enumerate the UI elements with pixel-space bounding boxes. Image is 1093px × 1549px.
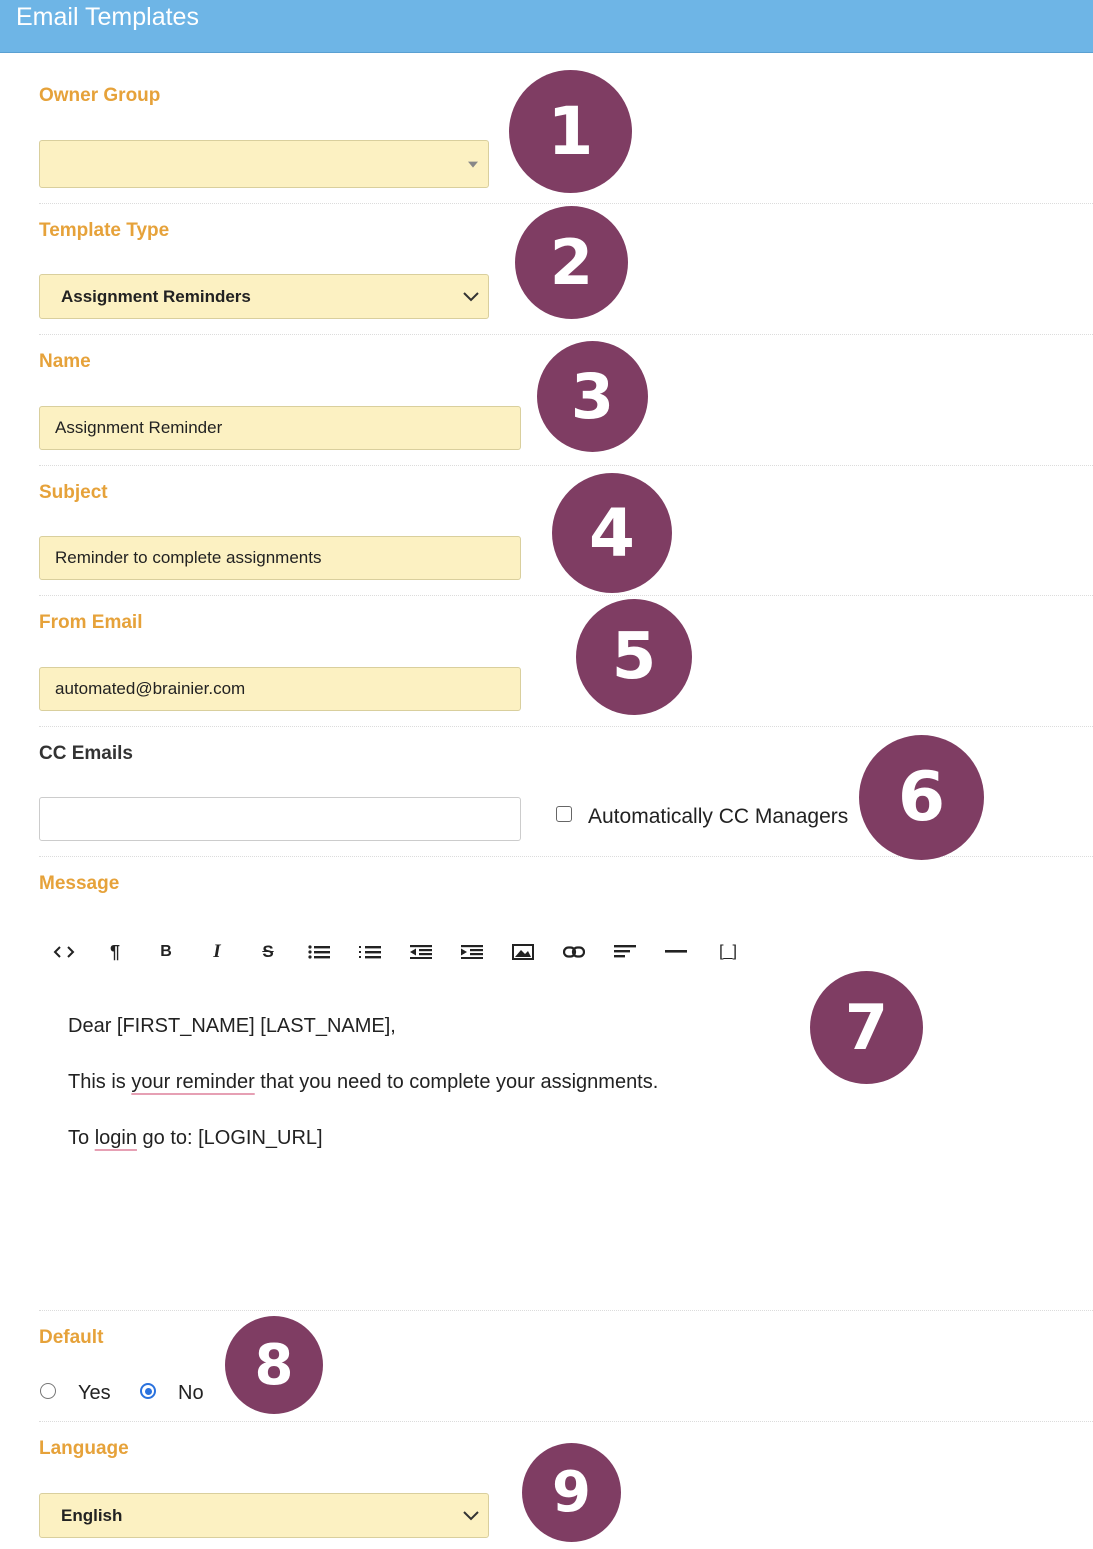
from-email-input[interactable] [39, 667, 521, 711]
divider [39, 1421, 1093, 1422]
step-badge-9: 9 [522, 1443, 621, 1542]
auto-cc-managers-label: Automatically CC Managers [588, 805, 849, 828]
language-label: Language [39, 1438, 129, 1459]
auto-cc-managers-checkbox[interactable] [556, 806, 572, 822]
horizontal-rule-icon[interactable] [662, 938, 690, 966]
step-badge-8: 8 [225, 1316, 323, 1414]
default-yes-label: Yes [78, 1382, 111, 1404]
step-badge-4: 4 [552, 473, 672, 593]
bullet-list-icon[interactable] [305, 938, 333, 966]
name-label: Name [39, 351, 91, 372]
code-view-icon[interactable] [50, 938, 78, 966]
name-input[interactable] [39, 406, 521, 450]
cc-emails-label: CC Emails [39, 743, 133, 764]
owner-group-label: Owner Group [39, 85, 161, 106]
divider [39, 203, 1093, 204]
numbered-list-icon[interactable] [356, 938, 384, 966]
subject-label: Subject [39, 482, 108, 503]
spellcheck-underline: login [94, 1127, 137, 1149]
spellcheck-underline: your reminder [131, 1071, 255, 1093]
default-no-label: No [178, 1382, 204, 1404]
divider [39, 1310, 1093, 1311]
divider [39, 595, 1093, 596]
outdent-icon[interactable] [407, 938, 435, 966]
chevron-down-icon [462, 1510, 480, 1522]
paragraph-icon[interactable]: ¶ [109, 941, 120, 962]
language-value: English [61, 1505, 123, 1525]
default-yes-radio[interactable] [40, 1383, 56, 1399]
page-title: Email Templates [16, 3, 199, 31]
from-email-label: From Email [39, 612, 143, 633]
divider [39, 334, 1093, 335]
step-badge-6: 6 [859, 735, 984, 860]
subject-input[interactable] [39, 536, 521, 580]
from-email-value: automated@brainier.com [55, 679, 246, 698]
indent-icon[interactable] [458, 938, 486, 966]
divider [39, 726, 1093, 727]
message-line: Dear [FIRST_NAME] [LAST_NAME], [68, 1015, 396, 1037]
dropdown-caret-icon [468, 162, 478, 168]
step-badge-1: 1 [509, 70, 632, 193]
message-line: To login go to: [LOGIN_URL] [68, 1127, 323, 1149]
language-select[interactable] [39, 1493, 489, 1538]
template-type-label: Template Type [39, 220, 170, 241]
default-no-radio[interactable] [140, 1383, 156, 1399]
name-value: Assignment Reminder [55, 418, 223, 437]
template-type-select[interactable] [39, 274, 489, 319]
strikethrough-icon[interactable]: S [262, 942, 274, 961]
owner-group-select[interactable] [39, 140, 489, 188]
italic-icon[interactable]: I [213, 941, 221, 962]
step-badge-5: 5 [576, 599, 692, 715]
placeholder-icon[interactable]: [_] [719, 943, 737, 960]
cc-emails-input[interactable] [39, 797, 521, 841]
default-label: Default [39, 1327, 104, 1348]
subject-value: Reminder to complete assignments [55, 548, 322, 567]
step-badge-3: 3 [537, 341, 648, 452]
image-icon[interactable] [509, 938, 537, 966]
align-left-icon[interactable] [611, 938, 639, 966]
divider [39, 465, 1093, 466]
chevron-down-icon [462, 291, 480, 303]
message-label: Message [39, 873, 120, 894]
page-header [0, 0, 1093, 53]
message-line: This is your reminder that you need to complete your assignments. [68, 1071, 659, 1093]
step-badge-2: 2 [515, 206, 628, 319]
bold-icon[interactable]: B [160, 943, 172, 960]
step-badge-7: 7 [810, 971, 923, 1084]
link-icon[interactable] [560, 938, 588, 966]
template-type-value: Assignment Reminders [61, 286, 251, 306]
